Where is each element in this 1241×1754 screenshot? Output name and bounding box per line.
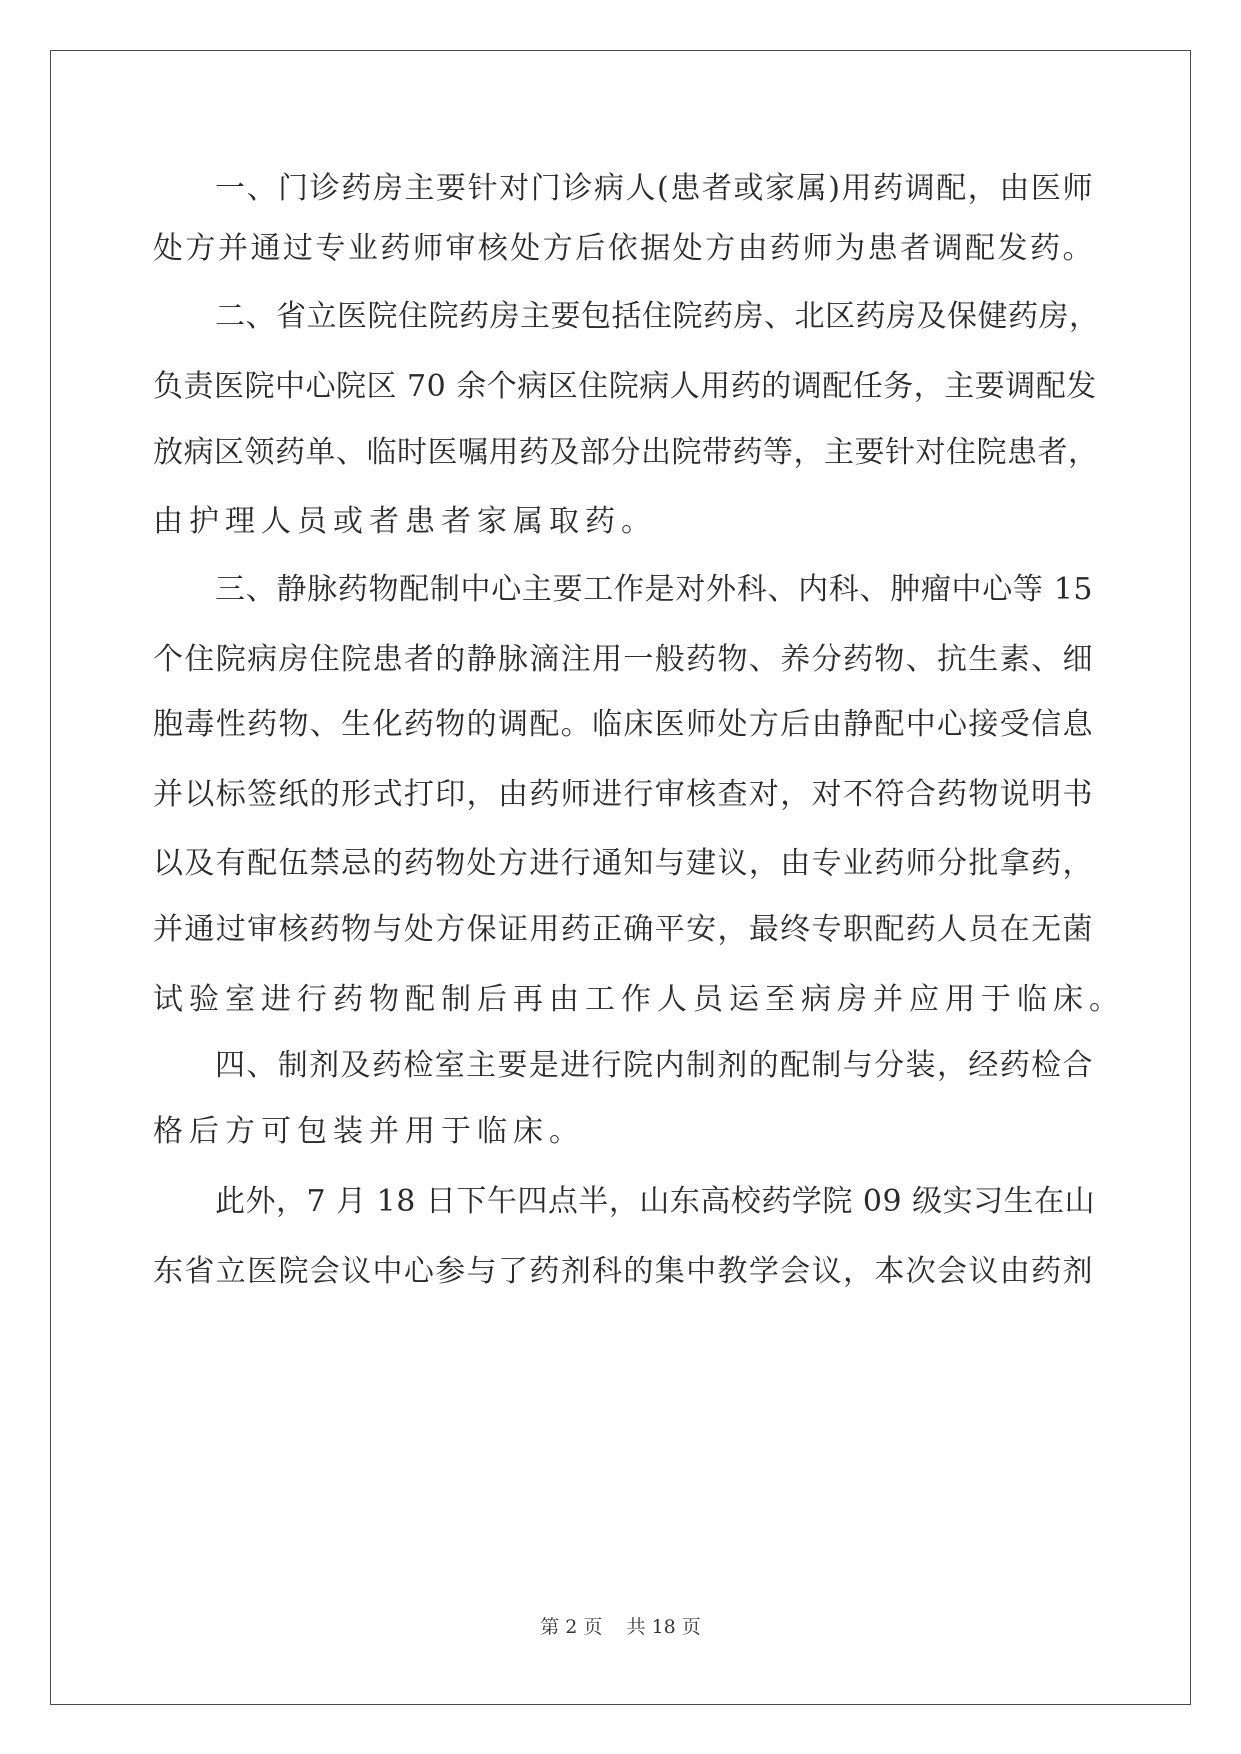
paragraph-3-line-1: 三、静脉药物配制中心主要工作是对外科、内科、肿瘤中心等 15 (215, 572, 1093, 607)
paragraph-2-line-4: 由护理人员或者患者家属取药。 (153, 504, 657, 539)
paragraph-5-line-2: 东省立医院会议中心参与了药剂科的集中教学会议，本次会议由药剂 (153, 1254, 1093, 1289)
paragraph-1-line-2: 处方并通过专业药师审核处方后依据处方由药师为患者调配发药。 (153, 231, 1093, 266)
paragraph-2-line-2: 负责医院中心院区 70 余个病区住院病人用药的调配任务，主要调配发 (153, 369, 1097, 404)
paragraph-3-line-7: 试验室进行药物配制后再由工作人员运至病房并应用于临床。 (153, 982, 1125, 1017)
paragraph-2-line-3: 放病区领药单、临时医嘱用药及部分出院带药等，主要针对住院患者， (153, 435, 1099, 470)
paragraph-5-line-1: 此外，7 月 18 日下午四点半，山东高校药学院 09 级实习生在山 (215, 1184, 1096, 1219)
paragraph-3-line-3: 胞毒性药物、生化药物的调配。临床医师处方后由静配中心接受信息 (153, 707, 1093, 742)
page-footer (0, 1612, 1241, 1639)
paragraph-3-line-2: 个住院病房住院患者的静脉滴注用一般药物、养分药物、抗生素、细 (153, 642, 1093, 677)
paragraph-3-line-5: 以及有配伍禁忌的药物处方进行通知与建议，由专业药师分批拿药， (153, 846, 1093, 881)
paragraph-3-line-4: 并以标签纸的形式打印，由药师进行审核查对，对不符合药物说明书 (153, 777, 1093, 812)
paragraph-2-line-1: 二、省立医院住院药房主要包括住院药房、北区药房及保健药房， (215, 299, 1100, 334)
paragraph-4-line-2: 格后方可包装并用于临床。 (153, 1114, 585, 1149)
paragraph-1-line-1: 一、门诊药房主要针对门诊病人(患者或家属)用药调配，由医师 (215, 171, 1093, 206)
page-total: 共 18 页 (626, 1616, 701, 1638)
paragraph-3-line-6: 并通过审核药物与处方保证用药正确平安，最终专职配药人员在无菌 (153, 912, 1093, 947)
paragraph-4-line-1: 四、制剂及药检室主要是进行院内制剂的配制与分装，经药检合 (215, 1048, 1093, 1083)
page-number: 第 2 页 (540, 1616, 603, 1638)
